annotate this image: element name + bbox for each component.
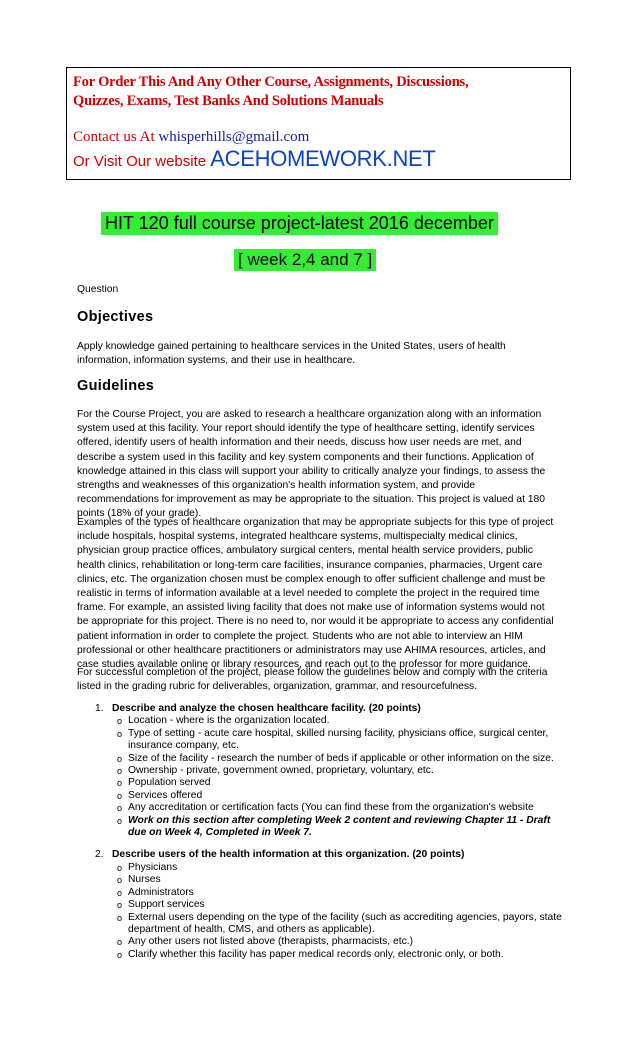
bullet-icon: o	[117, 937, 123, 948]
sub-list-item	[95, 728, 565, 753]
sub-list-item	[95, 936, 565, 948]
sub-list-item	[95, 874, 565, 886]
item-number: 1.	[95, 703, 104, 714]
sub-list-item-note	[95, 815, 565, 840]
guidelines-paragraph-2: Examples of the types of healthcare organization that may be appropriate subjects for this type of project include hospitals, hospital systems, integrated healthcare systems, multispecialty medical clinics, physician group practice offices, ambulatory surgical centers, mental health service providers, public health clinics, rehabilitation or long-term care facilities, insurance companies, pharmacies, Urgent care clinics, etc. The organization chosen must be complex enough to offer sufficient challenge and must be realistic in terms of information available at a level needed to complete the project in the required time frame. For example, an assisted living facility that does not make use of information systems would not be appropriate for this project. There is no need to, nor would it be appropriate to access any confidential patient information in order to complete the project. Students who are not able to interview an HIM professional or other healthcare practitioners or administrators may use AHIMA resources, articles, and case studies available online or library resources, and reach out to the professor for more guidance.	[77, 517, 554, 671]
sub-list	[95, 715, 565, 839]
ad-visit-label: Or Visit Our website	[73, 153, 211, 170]
ad-contact	[73, 127, 564, 147]
item-number: 2.	[95, 849, 104, 861]
sub-item-text: Location - where is the organization located.	[128, 715, 330, 727]
bullet-icon: o	[117, 728, 123, 739]
sub-item-text: Ownership - private, government owned, proprietary, voluntary, etc.	[128, 765, 434, 777]
bullet-icon: o	[117, 862, 123, 873]
item-title: Describe users of the health information at this organization. (20 points)	[112, 849, 465, 861]
sub-list-item	[95, 802, 565, 814]
sub-list-item	[95, 862, 565, 874]
bullet-icon: o	[117, 753, 123, 764]
sub-list-item	[95, 753, 565, 765]
item-title: Describe and analyze the chosen healthcare facility. (20 points)	[112, 703, 421, 714]
document-title: HIT 120 full course project-latest 2016 december	[101, 212, 498, 235]
sub-list-item	[95, 912, 565, 937]
sub-item-text: Clarify whether this facility has paper medical records only, electronic only, or both.	[128, 948, 504, 960]
sub-list-item	[95, 765, 565, 777]
bullet-icon: o	[117, 887, 123, 898]
sub-list-item	[95, 790, 565, 802]
bullet-icon: o	[117, 766, 123, 777]
objectives-text: Apply knowledge gained pertaining to healthcare services in the United States, users of health information, information systems, and their use in healthcare.	[77, 341, 506, 367]
sub-item-note-text: Work on this section after completing Week 2 content and reviewing Chapter 11 - Draft due on Week 4, Completed in Week 7.	[128, 814, 551, 839]
ad-headline-line2: Quizzes, Exams, Test Banks And Solutions Manuals	[73, 93, 384, 109]
objectives-heading: Objectives	[77, 309, 154, 325]
ad-headline-line1: For Order This And Any Other Course, Assignments, Discussions,	[73, 74, 469, 90]
sub-item-text: Type of setting - acute care hospital, skilled nursing facility, physicians office, surgical center, insurance company, etc.	[128, 727, 549, 752]
sub-item-text: External users depending on the type of the facility (such as accrediting agencies, payors, state department of health, CMS, and others as applicable).	[128, 911, 562, 935]
bullet-icon: o	[117, 790, 123, 801]
question-label: Question	[77, 284, 119, 295]
sub-list-item	[95, 899, 565, 911]
sub-item-text: Support services	[128, 899, 205, 911]
sub-item-text: Physicians	[128, 861, 178, 873]
requirements-list	[95, 703, 565, 961]
sub-item-text: Size of the facility - research the number of beds if applicable or other information on the size.	[128, 752, 554, 764]
advertisement-box	[66, 67, 571, 180]
sub-list	[95, 862, 565, 961]
bullet-icon: o	[117, 778, 123, 789]
bullet-icon: o	[117, 716, 123, 727]
bullet-icon: o	[117, 900, 123, 911]
sub-item-text: Any accreditation or certification facts (You can find these from the organization's website	[128, 802, 534, 814]
ad-email-link[interactable]: whisperhills@gmail.com	[158, 129, 310, 145]
sub-item-text: Any other users not listed above (therapists, pharmacists, etc.)	[128, 936, 414, 948]
guidelines-heading: Guidelines	[77, 378, 155, 394]
guidelines-paragraph-1: For the Course Project, you are asked to research a healthcare organization along with an information system used at this facility. Your report should identify the type of healthcare setting, identify services offered, identify users of health information and their needs, discuss how user needs are met, and describe a system used in this facility and key system components and their functions. Application of knowledge attained in this class will support your ability to critically analyze your findings, to assess the strengths and weaknesses of this organization's health information system, and provide recommendations for improvement as may be appropriate to the situation. This project is valued at 180 points (18% of your grade).	[77, 409, 546, 520]
sub-list-item	[95, 949, 565, 961]
sub-list-item	[95, 777, 565, 789]
sub-list-item	[95, 715, 565, 727]
list-item	[95, 849, 565, 861]
ad-website-link[interactable]: ACEHOMEWORK.NET	[210, 146, 436, 171]
bullet-icon: o	[117, 875, 123, 886]
sub-item-text: Population served	[128, 777, 211, 789]
bullet-icon: o	[117, 803, 123, 814]
sub-list-item	[95, 887, 565, 899]
ad-visit	[73, 147, 564, 174]
list-item	[95, 703, 565, 715]
sub-item-text: Nurses	[128, 874, 161, 886]
document-subtitle: [ week 2,4 and 7 ]	[234, 249, 376, 271]
ad-headline	[73, 73, 564, 111]
ad-contact-label: Contact us At	[73, 129, 159, 145]
bullet-icon: o	[117, 949, 123, 960]
guidelines-paragraph-3: For successful completion of the project, please follow the guidelines below and comply with the criteria listed in the grading rubric for deliverables, organization, grammar, and resourcefulness.	[77, 667, 548, 693]
sub-item-text: Services offered	[128, 789, 203, 801]
sub-item-text: Administrators	[128, 886, 194, 898]
bullet-icon: o	[117, 815, 123, 826]
bullet-icon: o	[117, 912, 123, 923]
